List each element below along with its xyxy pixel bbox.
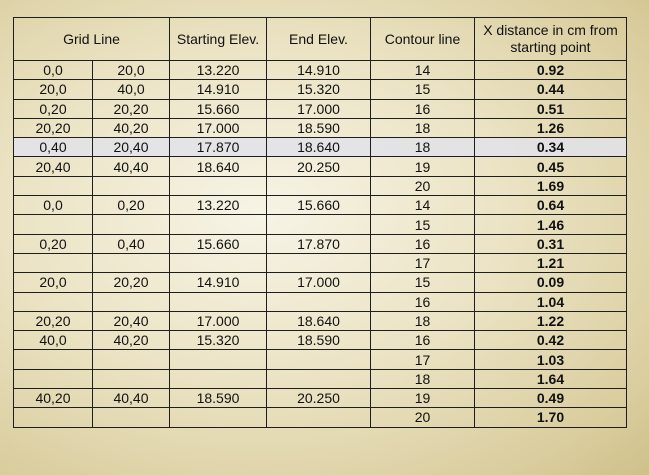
grid-to-cell: 40,40 (93, 157, 170, 176)
end-elev-cell: 17.000 (267, 99, 371, 118)
starting-elev-cell: 17.870 (170, 138, 267, 157)
contour-line-cell: 17 (371, 253, 475, 272)
end-elev-cell: 17.870 (267, 234, 371, 253)
header-starting-elev: Starting Elev. (170, 18, 267, 61)
grid-from-cell (14, 253, 93, 272)
x-distance-cell: 0.42 (475, 331, 627, 350)
starting-elev-cell: 18.640 (170, 157, 267, 176)
x-distance-cell: 1.69 (475, 176, 627, 195)
table-row (14, 273, 627, 292)
table-row (14, 311, 627, 330)
end-elev-cell: 18.640 (267, 311, 371, 330)
grid-from-cell: 40,0 (14, 331, 93, 350)
end-elev-cell: 14.910 (267, 61, 371, 80)
starting-elev-cell (170, 350, 267, 369)
grid-from-cell: 0,40 (14, 138, 93, 157)
contour-line-cell: 16 (371, 234, 475, 253)
x-distance-cell: 1.46 (475, 215, 627, 234)
grid-from-cell: 20,20 (14, 118, 93, 137)
grid-to-cell: 40,20 (93, 331, 170, 350)
contour-interpolation-table (13, 17, 627, 428)
starting-elev-cell: 17.000 (170, 311, 267, 330)
x-distance-cell: 1.03 (475, 350, 627, 369)
end-elev-cell: 15.660 (267, 196, 371, 215)
contour-line-cell: 18 (371, 369, 475, 388)
contour-line-cell: 16 (371, 99, 475, 118)
grid-to-cell: 40,0 (93, 80, 170, 99)
header-end-elev: End Elev. (267, 18, 371, 61)
grid-to-cell (93, 215, 170, 234)
table-row (14, 138, 627, 157)
starting-elev-cell: 13.220 (170, 196, 267, 215)
header-grid-line: Grid Line (14, 18, 170, 61)
contour-line-cell: 15 (371, 80, 475, 99)
end-elev-cell (267, 253, 371, 272)
contour-line-cell: 19 (371, 157, 475, 176)
starting-elev-cell: 15.660 (170, 234, 267, 253)
end-elev-cell (267, 369, 371, 388)
end-elev-cell: 18.590 (267, 331, 371, 350)
grid-to-cell (93, 350, 170, 369)
grid-to-cell (93, 253, 170, 272)
grid-from-cell: 0,0 (14, 61, 93, 80)
x-distance-cell: 0.45 (475, 157, 627, 176)
table-row (14, 215, 627, 234)
table-row (14, 369, 627, 388)
header-contour-line: Contour line (371, 18, 475, 61)
x-distance-cell: 0.34 (475, 138, 627, 157)
grid-to-cell: 20,40 (93, 311, 170, 330)
table-row (14, 408, 627, 427)
contour-line-cell: 18 (371, 311, 475, 330)
x-distance-cell: 0.49 (475, 389, 627, 408)
grid-from-cell (14, 176, 93, 195)
table-row (14, 196, 627, 215)
contour-line-cell: 17 (371, 350, 475, 369)
grid-from-cell: 0,20 (14, 234, 93, 253)
end-elev-cell (267, 350, 371, 369)
x-distance-cell: 0.92 (475, 61, 627, 80)
end-elev-cell (267, 408, 371, 427)
table-row (14, 331, 627, 350)
table-row (14, 234, 627, 253)
x-distance-cell: 0.51 (475, 99, 627, 118)
starting-elev-cell: 15.660 (170, 99, 267, 118)
starting-elev-cell (170, 292, 267, 311)
grid-to-cell: 20,20 (93, 273, 170, 292)
end-elev-cell: 15.320 (267, 80, 371, 99)
grid-from-cell: 0,0 (14, 196, 93, 215)
x-distance-cell: 1.21 (475, 253, 627, 272)
contour-line-cell: 20 (371, 408, 475, 427)
starting-elev-cell (170, 408, 267, 427)
grid-from-cell (14, 215, 93, 234)
end-elev-cell: 18.640 (267, 138, 371, 157)
contour-line-cell: 18 (371, 118, 475, 137)
contour-line-cell: 19 (371, 389, 475, 408)
grid-from-cell (14, 350, 93, 369)
grid-from-cell: 20,0 (14, 273, 93, 292)
starting-elev-cell: 15.320 (170, 331, 267, 350)
grid-to-cell: 20,40 (93, 138, 170, 157)
header-x-distance: X distance in cm from starting point (475, 18, 627, 61)
grid-from-cell (14, 369, 93, 388)
table-row (14, 118, 627, 137)
grid-from-cell (14, 292, 93, 311)
starting-elev-cell: 17.000 (170, 118, 267, 137)
x-distance-cell: 0.64 (475, 196, 627, 215)
x-distance-cell: 1.64 (475, 369, 627, 388)
starting-elev-cell: 18.590 (170, 389, 267, 408)
contour-line-cell: 15 (371, 215, 475, 234)
grid-to-cell (93, 292, 170, 311)
end-elev-cell: 20.250 (267, 157, 371, 176)
starting-elev-cell (170, 253, 267, 272)
x-distance-cell: 1.22 (475, 311, 627, 330)
end-elev-cell (267, 176, 371, 195)
grid-from-cell: 20,40 (14, 157, 93, 176)
starting-elev-cell (170, 176, 267, 195)
starting-elev-cell (170, 215, 267, 234)
end-elev-cell (267, 215, 371, 234)
x-distance-cell: 1.26 (475, 118, 627, 137)
grid-to-cell: 0,20 (93, 196, 170, 215)
grid-to-cell: 40,40 (93, 389, 170, 408)
x-distance-cell: 1.04 (475, 292, 627, 311)
contour-line-cell: 14 (371, 61, 475, 80)
x-distance-cell: 0.31 (475, 234, 627, 253)
end-elev-cell (267, 292, 371, 311)
x-distance-cell: 0.44 (475, 80, 627, 99)
table-row (14, 389, 627, 408)
contour-line-cell: 18 (371, 138, 475, 157)
table-row (14, 61, 627, 80)
starting-elev-cell: 14.910 (170, 273, 267, 292)
table-row (14, 292, 627, 311)
table-row (14, 176, 627, 195)
table-row (14, 253, 627, 272)
end-elev-cell: 18.590 (267, 118, 371, 137)
table-row (14, 157, 627, 176)
grid-to-cell: 40,20 (93, 118, 170, 137)
starting-elev-cell: 13.220 (170, 61, 267, 80)
grid-to-cell: 0,40 (93, 234, 170, 253)
contour-line-cell: 16 (371, 331, 475, 350)
grid-from-cell: 20,20 (14, 311, 93, 330)
contour-line-cell: 14 (371, 196, 475, 215)
contour-line-cell: 15 (371, 273, 475, 292)
table-body (14, 61, 627, 428)
grid-from-cell: 0,20 (14, 99, 93, 118)
x-distance-cell: 0.09 (475, 273, 627, 292)
grid-from-cell (14, 408, 93, 427)
starting-elev-cell (170, 369, 267, 388)
grid-to-cell (93, 369, 170, 388)
contour-line-cell: 20 (371, 176, 475, 195)
grid-to-cell (93, 176, 170, 195)
table-row (14, 80, 627, 99)
table-row (14, 99, 627, 118)
grid-from-cell: 20,0 (14, 80, 93, 99)
contour-line-cell: 16 (371, 292, 475, 311)
grid-to-cell (93, 408, 170, 427)
grid-to-cell: 20,0 (93, 61, 170, 80)
x-distance-cell: 1.70 (475, 408, 627, 427)
header-row (14, 18, 627, 61)
table-header (14, 18, 627, 61)
end-elev-cell: 20.250 (267, 389, 371, 408)
grid-to-cell: 20,20 (93, 99, 170, 118)
grid-from-cell: 40,20 (14, 389, 93, 408)
table-row (14, 350, 627, 369)
starting-elev-cell: 14.910 (170, 80, 267, 99)
end-elev-cell: 17.000 (267, 273, 371, 292)
